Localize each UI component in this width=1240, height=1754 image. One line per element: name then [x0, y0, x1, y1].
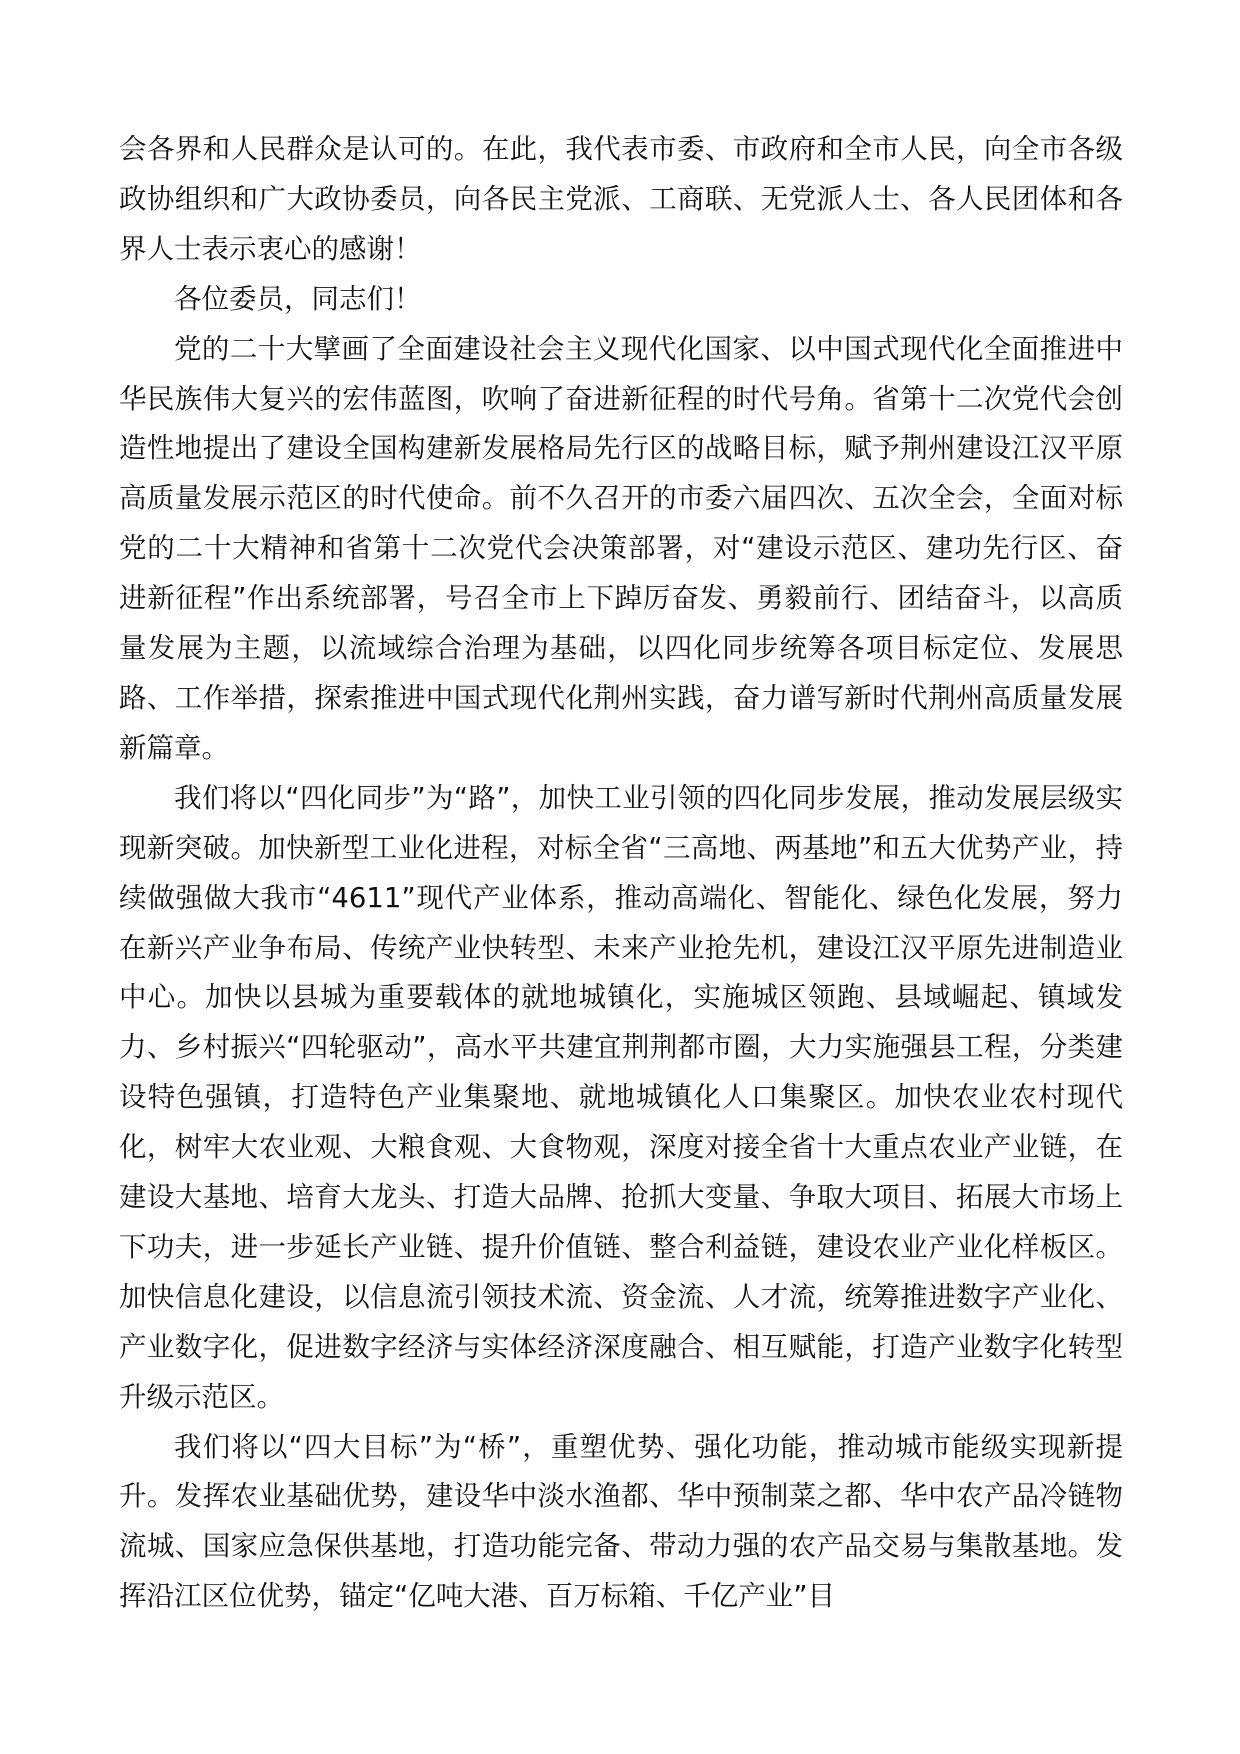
- paragraph-four-modernizations: 我们将以“四化同步”为“路”，加快工业引领的四化同步发展，推动发展层级实现新突破。加快新型工业化进程，对标全省“三高地、两基地”和五大优势产业，持续做强做大我市“4611”现代产业体系，推动高端化、智能化、绿色化发展，努力在新兴产业争布局、传统产业快转型、未来产业抢先机，建设江汉平原先进制造业中心。加快以县城为重要载体的就地城镇化，实施城区领跑、县域崛起、镇域发力、乡村振兴“四轮驱动”，高水平共建宜荆荆都市圈，大力实施强县工程，分类建设特色强镇，打造特色产业集聚地、就地城镇化人口集聚区。加快农业农村现代化，树牢大农业观、大粮食观、大食物观，深度对接全省十大重点农业产业链，在建设大基地、培育大龙头、打造大品牌、抢抓大变量、争取大项目、拓展大市场上下功夫，进一步延长产业链、提升价值链、整合利益链，建设农业产业化样板区。加快信息化建设，以信息流引领技术流、资金流、人才流，统筹推进数字产业化、产业数字化，促进数字经济与实体经济深度融合、相互赋能，打造产业数字化转型升级示范区。: [119, 781, 1123, 1413]
- paragraph-four-goals: 我们将以“四大目标”为“桥”，重塑优势、强化功能，推动城市能级实现新提升。发挥农业基础优势，建设华中淡水渔都、华中预制菜之都、华中农产品冷链物流城、国家应急保供基地，打造功能完备、带动力强的农产品交易与集散基地。发挥沿江区位优势，锚定“亿吨大港、百万标箱、千亿产业”目: [119, 1430, 1123, 1613]
- paragraph-closing-thanks: 会各界和人民群众是认可的。在此，我代表市委、市政府和全市人民，向全市各级政协组织和广大政协委员，向各民主党派、工商联、无党派人士、各人民团体和各界人士表示衷心的感谢！: [119, 133, 1123, 265]
- paragraph-salutation: 各位委员，同志们！: [174, 282, 422, 315]
- document-body: [119, 125, 1123, 1622]
- paragraph-blueprint: 党的二十大擘画了全面建设社会主义现代化国家、以中国式现代化全面推进中华民族伟大复兴的宏伟蓝图，吹响了奋进新征程的时代号角。省第十二次党代会创造性地提出了建设全国构建新发展格局先行区的战略目标，赋予荆州建设江汉平原高质量发展示范区的时代使命。前不久召开的市委六届四次、五次全会，全面对标党的二十大精神和省第十二次党代会决策部署，对“建设示范区、建功先行区、奋进新征程”作出系统部署，号召全市上下踔厉奋发、勇毅前行、团结奋斗，以高质量发展为主题，以流域综合治理为基础，以四化同步统筹各项目标定位、发展思路、工作举措，探索推进中国式现代化荆州实践，奋力谱写新时代荆州高质量发展新篇章。: [119, 332, 1123, 764]
